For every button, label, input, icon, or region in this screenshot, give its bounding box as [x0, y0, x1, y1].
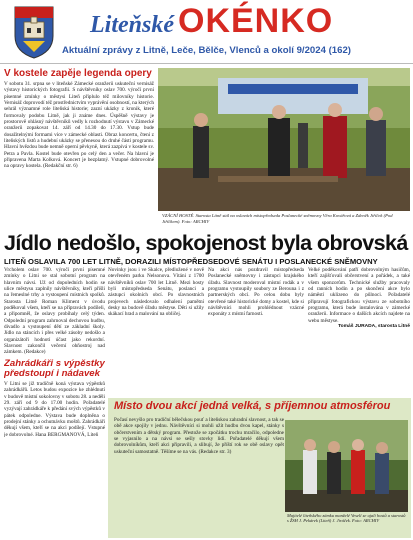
main-column-3-text: Na akci nás pozdravil místopředseda Poslanecké sněmovny i zástupci krajského úřadu. Slavnost moderoval místní rodák a v programu vystoupily soubory ze Berouna i z partnerských obcí. Po celou dobu byly otevřené také historické domy a kostel, kde si návštěvníci mohli prohlédnout vzácné exponáty z místní farnosti.: [208, 267, 304, 318]
section-gardeners-text: V Litni se již tradičně koná výstava výpěstků zahrádkářů. Letos budou expozice ke zhlédnutí v budově místní sokolovny v sobotu 28. a neděli 29. září od 9 do 17.00 hodin. Pořadatelé vyzývají zahrádkáře k předání svých výpěstků v pátek odpoledne. Výstava bude doplněna o prodejní stánky a ochutnávku moštů. Zahrádkáři děkují všem, kteří se na akci podílejí. Vstupné je dobrovolné. Hana BERGMANOVÁ, Liteň: [4, 380, 105, 438]
photo-top-caption: VZÁCNÍ HOSTÉ. Starosta Litně stál na oslavách místopředseda Poslanecké sněmovny Věra Kovářová a Zdeněk Jiříček (Pod Jiříčkem). Foto: ARCHIV: [162, 213, 393, 224]
article-opera-headline: V kostele zapěje legenda opery: [4, 68, 152, 79]
main-column-3: [208, 267, 304, 395]
main-column-4-text: Velké poděkování patří dobrovolným hasičům, kteří zajišťovali občerstvení a pořádek, a také všem sponzorům. Technické služby pracovaly od ranních hodin a po skončení akce bylo náměstí uklizeno do půlnoci. Pořadatelé připravují fotografickou výstavu ze sobotního programu, která bude instalována v zámecké oranžerii. Informace o dalších akcích najdete na webu městyse.: [308, 267, 410, 324]
section-gardeners-headline: Zahrádkáři s výpěstky předstoupí i nádavek: [4, 357, 105, 379]
main-column-1-text: Vrcholem oslav 700. výročí první písemné zmínky o Litni se stal sobotní program na hlavním návsí. Už od dopoledních hodin se ulice městysu zaplnily návštěvníky, kteří přišli na řemeslné trhy a vystoupení místních spolků. Starosta Litně Roman Kliment v úvodu poděkoval všem, kteří se na přípravách podíleli, a připomněl, že oslavy probíhaly celý týden. Odpolední program zahrnoval dechovou hudbu, divadlo a vystoupení dětí ze základní školy. Jídlo na stáncích i přes velké zásoby nedošlo a organizátoři hodnotí účast jako rekordní. Slavnost zakončil večerní ohňostroj nad zámkem. (Redakce): [4, 267, 105, 356]
stage-photo-image: [158, 68, 410, 211]
main-column-1: [4, 267, 105, 539]
photo-box-caption: Majitelé liteňského zámku manželé Veselí se ujali hostů a starostů s ŽSH J. Pekárek (Liteň) J. Jiráček. Foto: ARCHIV: [287, 513, 406, 524]
castle-hosts-photo-image: [285, 420, 408, 512]
main-column-2-text: Novinky jsou i ve Skalce, předložené v nově otevřeném parku Nelsonova. Vítáni z 1700 návštěvníků oslav 700 let Litně. Mezi hosty byli místopředseda Senátu, poslanci a zástupci okolních obcí. Po slavnostních projevech následovalo odhalení pamětní desky na budově úřadu městyse. Děti si užily skákací hrad a malování na obličej.: [108, 267, 204, 318]
box-article-headline: Místo dvou akcí jedná velká, s příjemnou atmosférou: [114, 400, 391, 412]
main-article-signature: Tomáš JURADA, starosta Litně: [338, 324, 410, 330]
masthead: [0, 0, 413, 64]
title-part-liten: Liteňské: [90, 12, 174, 38]
newspaper-subtitle: Aktuální zprávy z Litně, Leče, Bělče, Vlenců a okolí 9/2024 (162): [62, 45, 351, 56]
title-part-okenko: OKÉNKO: [178, 2, 334, 40]
photo-stage-speakers: [158, 68, 410, 211]
main-subheadline: LITEŇ OSLAVILA 700 LET LITNĚ, DORAZILI MÍSTOPŘEDSEDOVÉ SENÁTU I POSLANECKÉ SNĚMOVNY: [4, 257, 378, 266]
main-column-2: [108, 267, 204, 395]
box-article-text: Počasí nevyšlo pro tradiční bělečskou pouť a liteňskou zahradní slavnost, a tak se obě akce spojily v jednu. Návštěvníci si mohli užít hudbu dvou kapel, stánky s občerstvením a dětský program. Přestože se zpočátku trochu mračilo, odpoledne se vyjasnilo a na návsi se sešly stovky lidí. Pořadatelé děkují všem dobrovolníkům, kteří akci připravili, a slibují, že příští rok se obě oslavy opět uskuteční samostatně. Těšíme se na vás. (Redakce str. 3): [114, 417, 284, 455]
newspaper-title: [90, 2, 410, 40]
coat-of-arms-icon: [12, 4, 56, 60]
main-column-4: [308, 267, 410, 395]
main-headline: Jídlo nedošlo, spokojenost byla obrovská: [4, 231, 408, 255]
article-opera-text: V sobotu 31. srpna se v liteňské Zámecké oranžerii uskuteční vernisáž výstavy historických fotografií. S návštěvníky oslav 700. výročí první písemné zmínky o městysi Liteň připlulo též milovníky historie. Vernisáž doprovodí též prostřednictvím vyprávění osobností, na kterých sehrál významné role liteňská historie; zazní ukázky z kronik, které formovaly podobu Litně, jak ji známe dnes. Úspěšně výstavy je prostorově ohlásný návštěvníků vedly k rozhodnutí výstavu v Zámecké oranžerii zopakovat 14. září od 14.30 do 17.30. Vstup bude dosažitelnými formami více v zámecké oblasti. Obraz koncertu, čtení z liteňských listů a hudební ukázky se přenesou do druhé části programu. Hlavní hvězdou bude nemně operní pěvkyně, která zazpívá v kostele sv. Petra a Pavla. Kostel bude otevřen po celý den a večer. Na hlavní je připravena Marta Kolková. Koncert je bezplatný. Vstupné dobrovolné na opravy kostela. (Redakční str. 6): [4, 81, 154, 170]
article-opera: [4, 68, 154, 230]
photo-castle-hosts: [285, 420, 408, 512]
